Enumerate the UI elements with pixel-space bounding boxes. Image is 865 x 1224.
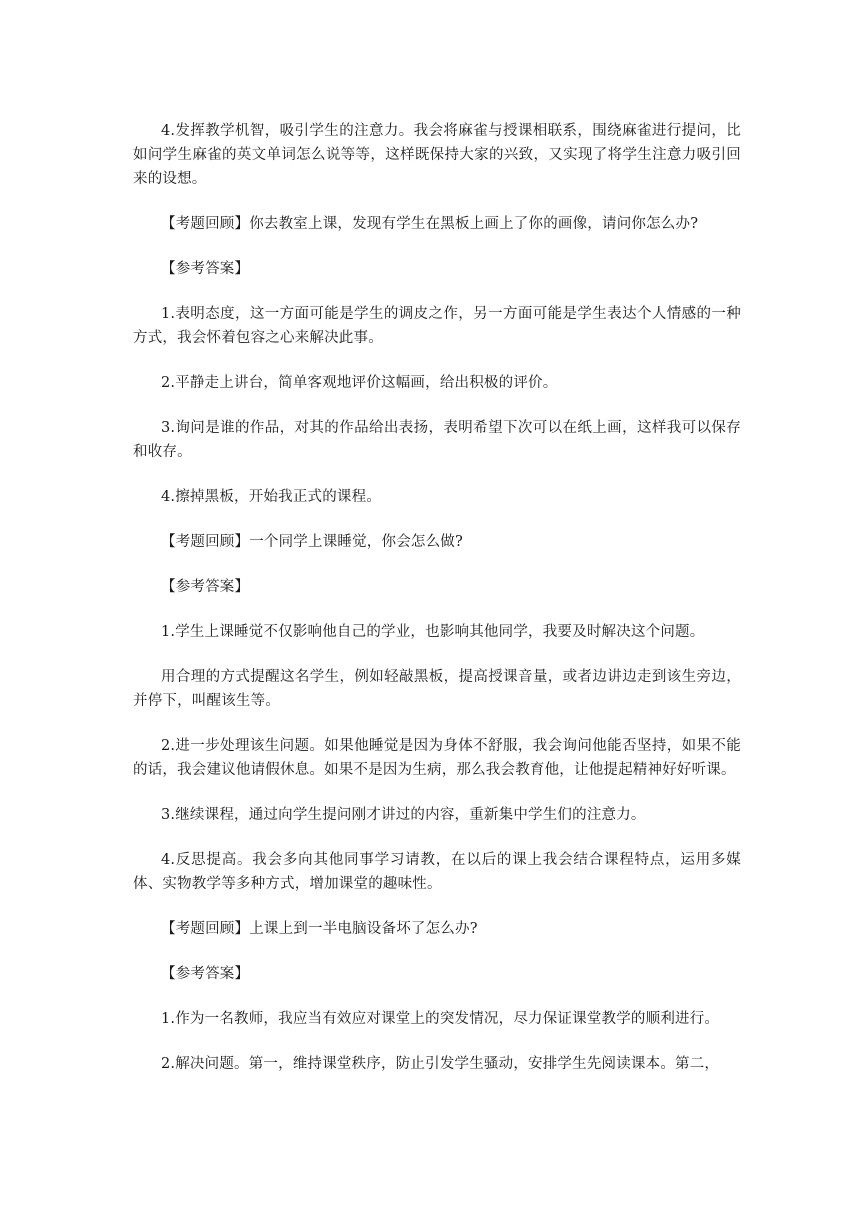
paragraph: 2.进一步处理该生问题。如果他睡觉是因为身体不舒服，我会询问他能否坚持，如果不能的话，我会建议他请假休息。如果不是因为生病，那么我会教育他，让他提起精神好好听课。 (133, 738, 741, 778)
paragraph: 2.解决问题。第一，维持课堂秩序，防止引发学生骚动，安排学生先阅读课本。第二， (161, 1056, 720, 1072)
exam-question-heading: 【考题回顾】上课上到一半电脑设备坏了怎么办? (161, 921, 478, 937)
paragraph: 3.继续课程，通过向学生提问刚才讲过的内容，重新集中学生们的注意力。 (161, 807, 646, 823)
reference-answer-heading: 【参考答案】 (161, 966, 250, 982)
paragraph: 4.发挥教学机智，吸引学生的注意力。我会将麻雀与授课相联系，围绕麻雀进行提问，比如问学生麻雀的英文单词怎么说等等，这样既保持大家的兴致，又实现了将学生注意力吸引回来的设想。 (133, 123, 741, 187)
paragraph: 2.平静走上讲台，简单客观地评价这幅画，给出积极的评价。 (161, 375, 558, 391)
paragraph: 4.反思提高。我会多向其他同事学习请教，在以后的课上我会结合课程特点，运用多媒体、实物教学等多种方式，增加课堂的趣味性。 (133, 852, 741, 892)
reference-answer-heading: 【参考答案】 (161, 261, 250, 277)
paragraph: 3.询问是谁的作品，对其的作品给出表扬，表明希望下次可以在纸上画，这样我可以保存和收存。 (133, 420, 741, 460)
exam-question-heading: 【考题回顾】一个同学上课睡觉，你会怎么做? (161, 534, 463, 550)
paragraph: 1.学生上课睡觉不仅影响他自己的学业，也影响其他同学，我要及时解决这个问题。 (161, 624, 705, 640)
paragraph: 1.表明态度，这一方面可能是学生的调皮之作，另一方面可能是学生表达个人情感的一种方式，我会怀着包容之心来解决此事。 (133, 306, 741, 346)
exam-question-heading: 【考题回顾】你去教室上课，发现有学生在黑板上画上了你的画像，请问你怎么办? (161, 216, 699, 232)
reference-answer-heading: 【参考答案】 (161, 579, 250, 595)
paragraph: 1.作为一名教师，我应当有效应对课堂上的突发情况，尽力保证课堂教学的顺利进行。 (161, 1011, 720, 1027)
paragraph: 4.擦掉黑板，开始我正式的课程。 (161, 489, 382, 505)
paragraph: 用合理的方式提醒这名学生，例如轻敲黑板，提高授课音量，或者边讲边走到该生旁边，并停下，叫醒该生等。 (133, 669, 741, 709)
